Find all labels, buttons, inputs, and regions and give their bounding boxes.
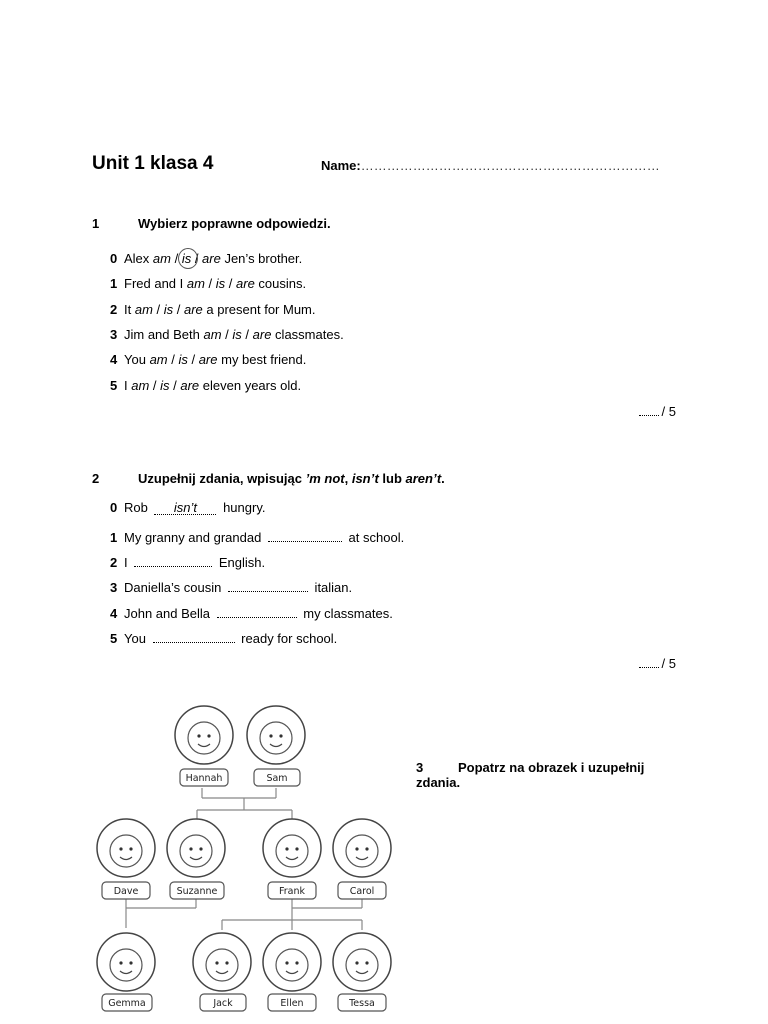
option-am[interactable]: am	[149, 352, 168, 367]
tag-sam: Sam	[266, 773, 288, 784]
sam-portrait	[247, 706, 305, 764]
ex1-item-5: 5 I am / is / are eleven years old.	[110, 378, 302, 393]
tag-gemma: Gemma	[108, 998, 146, 1009]
option-are[interactable]: are	[252, 327, 272, 342]
worksheet-title: Unit 1 klasa 4	[92, 153, 214, 174]
tag-ellen: Ellen	[280, 998, 304, 1009]
answer-blank[interactable]	[217, 605, 297, 618]
ex2-item-0: 0 Rob isn’t hungry.	[110, 500, 266, 515]
name-label: Name:	[321, 158, 361, 173]
ex1-item-3: 3 Jim and Beth am / is / are classmates.	[110, 327, 344, 342]
name-field[interactable]	[321, 158, 660, 173]
ex1-item-2: 2 It am / is / are a present for Mum.	[110, 302, 316, 317]
answer-blank[interactable]	[268, 529, 342, 542]
exercise-3-heading	[416, 760, 686, 790]
ex1-item-4: 4 You am / is / are my best friend.	[110, 352, 307, 367]
score-blank[interactable]	[639, 658, 659, 668]
ex2-item-5: 5 You ready for school.	[110, 631, 338, 646]
option-are[interactable]: are	[183, 302, 203, 317]
score-blank[interactable]	[639, 406, 659, 416]
exercise-1-number: 1	[92, 216, 100, 231]
answer-blank[interactable]: isn’t	[154, 500, 216, 515]
jack-portrait	[193, 933, 251, 991]
exercise-1-instruction: Wybierz poprawne odpowiedzi.	[138, 216, 331, 231]
answer-blank[interactable]	[153, 630, 235, 643]
tessa-portrait	[333, 933, 391, 991]
tag-dave: Dave	[113, 886, 139, 897]
option-are[interactable]: are	[236, 276, 255, 291]
option-am[interactable]: am	[203, 327, 222, 342]
dave-portrait	[97, 819, 155, 877]
tag-jack: Jack	[213, 998, 233, 1009]
option-am[interactable]: am	[186, 276, 205, 291]
option-are[interactable]: are	[202, 251, 221, 266]
ex2-item-1: 1 My granny and grandad at school.	[110, 530, 405, 545]
option-is[interactable]: is	[160, 378, 170, 393]
gemma-portrait	[97, 933, 155, 991]
option-am[interactable]: am	[131, 378, 150, 393]
ex1-score[interactable]: / 5	[639, 404, 676, 419]
option-is[interactable]: is	[215, 276, 226, 291]
exercise-2-number: 2	[92, 471, 100, 486]
hannah-portrait	[175, 706, 233, 764]
option-is[interactable]: is	[163, 302, 174, 317]
exercise-3-number: 3	[416, 760, 424, 775]
option-are[interactable]: are	[198, 352, 218, 367]
option-am[interactable]: am	[134, 302, 153, 317]
option-am[interactable]: am	[152, 251, 171, 266]
tag-hannah: Hannah	[185, 773, 223, 784]
family-tree-illustration	[92, 700, 402, 1024]
suzanne-portrait	[167, 819, 225, 877]
name-dotted-line: ……………………………………………………………	[360, 158, 660, 173]
answer-blank[interactable]	[228, 579, 308, 592]
ex1-item-0: 0 Alex am / is / are Jen’s brother.	[110, 251, 303, 266]
ex2-score[interactable]: / 5	[639, 656, 676, 671]
tag-tessa: Tessa	[349, 998, 375, 1009]
ex1-item-1: 1 Fred and I am / is / are cousins.	[110, 276, 307, 291]
option-are[interactable]: are	[180, 378, 200, 393]
answer-blank[interactable]	[134, 554, 212, 567]
frank-portrait	[263, 819, 321, 877]
carol-portrait	[333, 819, 391, 877]
option-is[interactable]: is	[232, 327, 242, 342]
option-is[interactable]: is	[178, 352, 188, 367]
ex2-item-3: 3 Daniella’s cousin italian.	[110, 580, 353, 595]
ellen-portrait	[263, 933, 321, 991]
exercise-1-heading	[92, 216, 331, 231]
option-is-circled[interactable]: is	[181, 251, 192, 266]
tag-carol: Carol	[349, 886, 375, 897]
exercise-3-instruction: Popatrz na obrazek i uzupełnij zdania.	[416, 760, 645, 790]
tag-frank: Frank	[278, 886, 306, 897]
ex2-item-4: 4 John and Bella my classmates.	[110, 606, 393, 621]
tag-suzanne: Suzanne	[176, 886, 218, 897]
ex2-item-2: 2 I English.	[110, 555, 266, 570]
exercise-2-heading: 2 Uzupełnij zdania, wpisując ’m not, isn’t lub aren’t.	[92, 471, 445, 486]
